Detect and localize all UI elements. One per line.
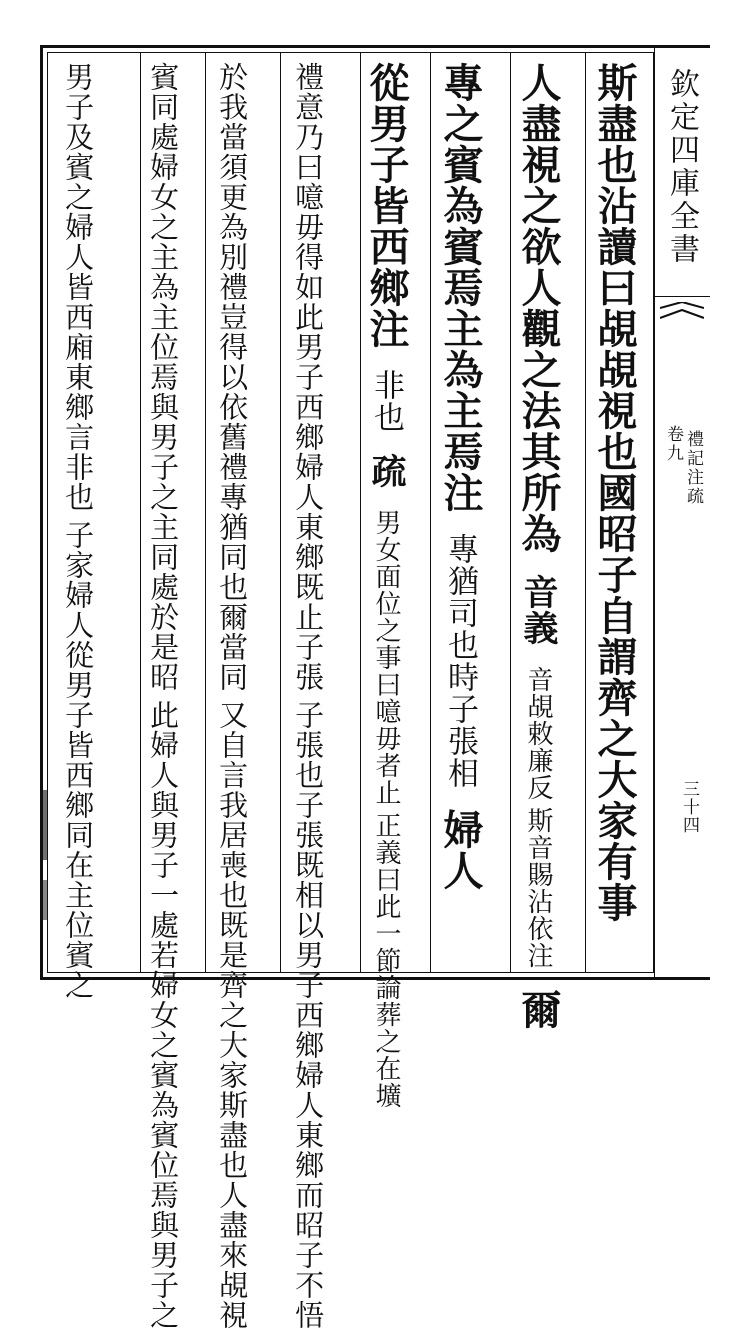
text-column-3: [437, 62, 484, 891]
double-line-note: [373, 509, 399, 1109]
text-column-8: [58, 62, 97, 1000]
commentary-text: 非也: [368, 369, 404, 433]
main-text: 從男子皆西鄉注: [363, 62, 410, 349]
note-line-left: 男子及賓之婦人皆西廂東鄉言非也: [61, 62, 96, 512]
note-line-left: 音覘敕廉反: [523, 666, 553, 801]
note-line-left: 賓同處婦女之主為主位焉與男子之主同處於是昭: [146, 62, 181, 692]
double-line-note: [525, 666, 551, 969]
margin-book-title: 禮記注疏: [683, 430, 703, 506]
note-line-left: 於我當須更為別禮豈得以依舊禮專猶同也爾當同: [215, 62, 250, 692]
note-line-left: 男女面位之事曰噫毋者止: [371, 509, 401, 806]
page-border-inner: [47, 52, 654, 973]
margin-page-number: 三十四: [679, 780, 699, 834]
yinyi-marker: 音義: [518, 574, 559, 646]
main-text: 婦人: [437, 809, 484, 891]
shu-marker: 疏: [366, 453, 407, 489]
main-text: 爾: [515, 989, 562, 1030]
note-line-right: 正義曰此一節論葬之在壙: [371, 812, 401, 1109]
commentary-text: 專猶司也時子張相: [442, 533, 478, 789]
margin-rule-top: [654, 296, 710, 297]
main-text: 人盡視之欲人觀之法其所為: [515, 62, 562, 554]
column-rule: [510, 52, 511, 973]
text-column-1: [591, 62, 638, 923]
column-rule: [140, 52, 141, 973]
scan-edge-mark: [42, 790, 48, 860]
text-column-7: [143, 62, 182, 1330]
main-text: 專之賓為賓焉主為主焉注: [437, 62, 484, 513]
column-rule: [360, 52, 361, 973]
margin-header: 欽定四庫全書: [664, 68, 699, 266]
text-column-5: [288, 62, 327, 1330]
scan-edge-mark: [42, 880, 47, 920]
note-line-right: 又自言我居喪也既是齊之大家斯盡也人盡來覘視: [215, 700, 250, 1330]
column-rule: [430, 52, 431, 973]
note-line-right: 子家婦人從男子皆西鄉同在主位賓之: [61, 520, 96, 1000]
double-line-note: [143, 62, 182, 1330]
double-line-note: [288, 62, 327, 1330]
note-line-left: 禮意乃曰噫毋得如此男子西鄉婦人東鄉既止子張: [291, 62, 326, 692]
column-rule: [585, 52, 586, 973]
text-column-6: [212, 62, 251, 1330]
text-column-4: [363, 62, 410, 1109]
note-line-right: 斯音賜沾依注: [523, 807, 553, 969]
main-text: 斯盡也沾讀曰覘覘視也國昭子自謂齊之大家有事: [591, 62, 638, 923]
note-line-right: 子張也子張既相以男子西鄉婦人東鄉而昭子不悟: [291, 700, 326, 1330]
double-line-note: [212, 62, 251, 1330]
text-column-2: [515, 62, 562, 1030]
column-rule: [280, 52, 281, 973]
column-rule: [205, 52, 206, 973]
double-line-note: [58, 62, 97, 1000]
margin-volume: 卷九: [663, 425, 683, 463]
note-line-right: 此婦人與男子一處若婦女之賓為賓位焉與男子之: [146, 700, 181, 1330]
fish-tail-mark: [660, 302, 704, 342]
